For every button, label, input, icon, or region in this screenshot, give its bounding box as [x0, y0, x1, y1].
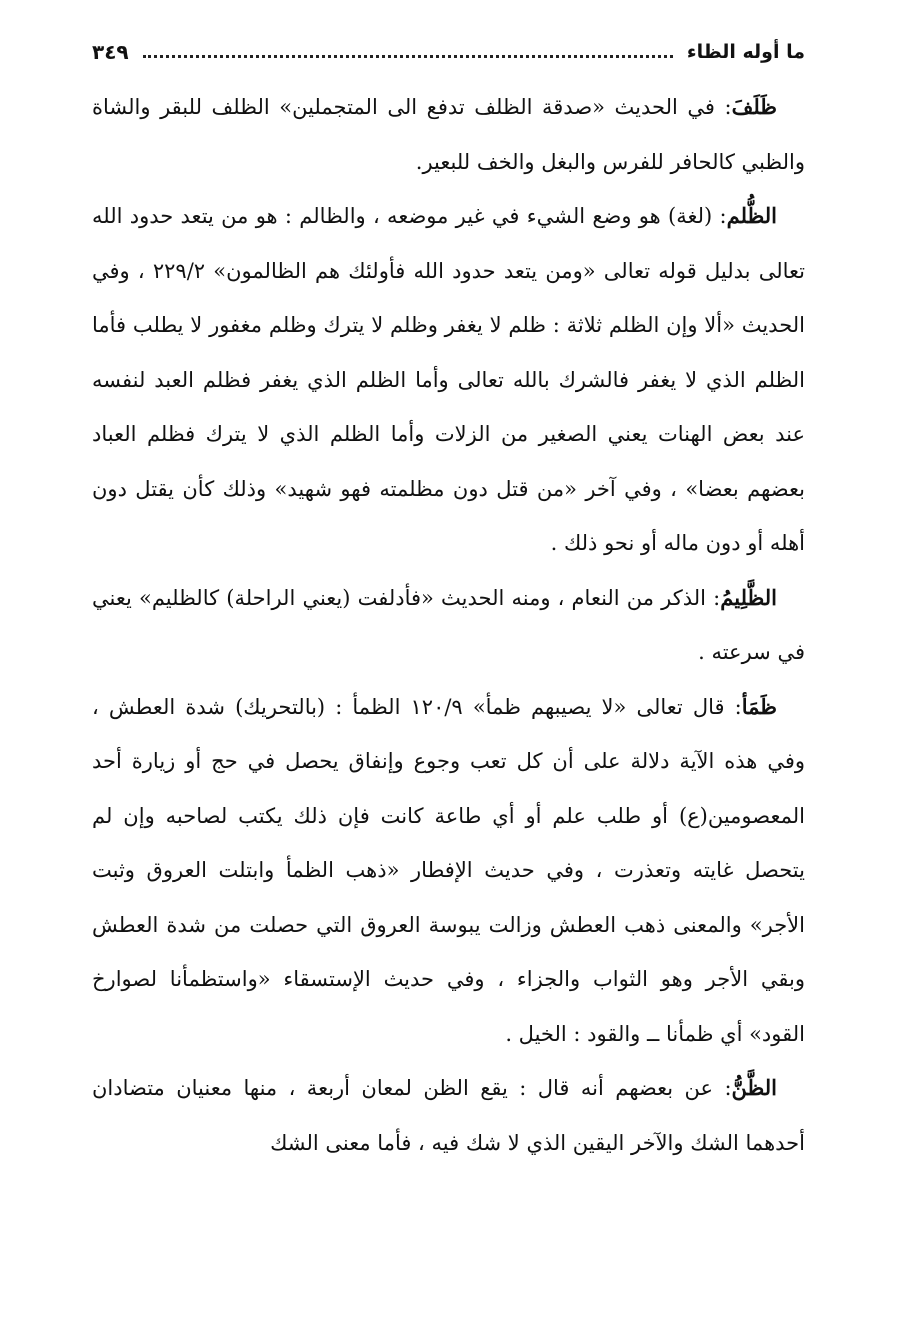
- entry-separator: :: [714, 95, 732, 119]
- entry-headword: الظَّلِيمُ: [720, 584, 777, 610]
- entry-headword: ظَلَفَ: [731, 94, 777, 119]
- entry-body: الذكر من النعام ، ومنه الحديث «فأدلفت (يعني الراحلة) كالظليم» يعني في سرعته .: [92, 585, 805, 664]
- entry-body: عن بعضهم أنه قال : يقع الظن لمعان أربعة ، منها معنيان متضادان أحدهما الشك والآخر اليقين الذي لا شك فيه ، فأما معنى الشك: [92, 1076, 805, 1155]
- entry-separator: :: [712, 204, 727, 228]
- entry-body: قال تعالى «لا يصيبهم ظمأ» ١٢٠/٩ الظمأ : (بالتحريك) شدة العطش ، وفي هذه الآية دلالة على أن كل تعب وجوع وإنفاق يحصل في حج أو زيارة أحد المعصومين(ع) أو طلب علم أو أي طاعة كانت فإن ذلك يكتب لصاحبه وإن لم يتحصل غايته وتعذرت ، وفي حديث الإفطار «ذهب الظمأ وابتلت العروق وثبت الأجر» والمعنى ذهب العطش وزالت يبوسة العروق التي حصلت من شدة العطش وبقي الأجر وهو الثواب والجزاء ، وفي حديث الإستسقاء «واستظمأنا لصوارخ القود» أي ظمأنا ــ والقود : الخيل .: [92, 694, 805, 1046]
- entry-headword: الظَّنُّ: [731, 1075, 777, 1100]
- entry-al-zulm: [92, 189, 805, 571]
- entry-headword: ظَمَأ: [741, 693, 777, 719]
- dictionary-entries: [92, 80, 805, 1170]
- entry-separator: :: [713, 1076, 732, 1100]
- entry-separator: :: [724, 694, 742, 719]
- page-header: [92, 34, 805, 70]
- entry-body: (لغة) هو وضع الشيء في غير موضعه ، والظالم : هو من يتعد حدود الله تعالى بدليل قوله تعالى «ومن يتعد حدود الله فأولئك هم الظالمون» ٢٢٩/٢ ، وفي الحديث «ألا وإن الظلم ثلاثة : ظلم لا يغفر وظلم لا يترك وظلم مغفور لا يطلب فأما الظلم الذي لا يغفر فالشرك بالله تعالى وأما الظلم الذي يغفر فظلم العبد لنفسه عند بعض الهنات يعني الصغير من الزلات وأما الظلم الذي لا يترك فظلم العباد بعضهم بعضا» ، وفي آخر «من قتل دون مظلمته فهو شهيد» وذلك كأن يقتل دون أهله أو دون ماله أو نحو ذلك .: [92, 204, 806, 555]
- entry-zalaf: [92, 80, 805, 189]
- running-title: ما أوله الظاء: [686, 41, 805, 63]
- entry-body: في الحديث «صدقة الظلف تدفع الى المتجملين» الظلف للبقر والشاة والظبي كالحافر للفرس والبغل والخف للبعير.: [92, 95, 805, 174]
- entry-headword: الظُّلم: [726, 203, 777, 228]
- entry-al-zalim: [92, 571, 805, 680]
- entry-separator: :: [706, 585, 721, 610]
- entry-zama: [92, 680, 805, 1062]
- dotted-leader: [143, 55, 673, 58]
- entry-al-zann: [92, 1061, 805, 1170]
- page-number: ٣٤٩: [92, 40, 129, 64]
